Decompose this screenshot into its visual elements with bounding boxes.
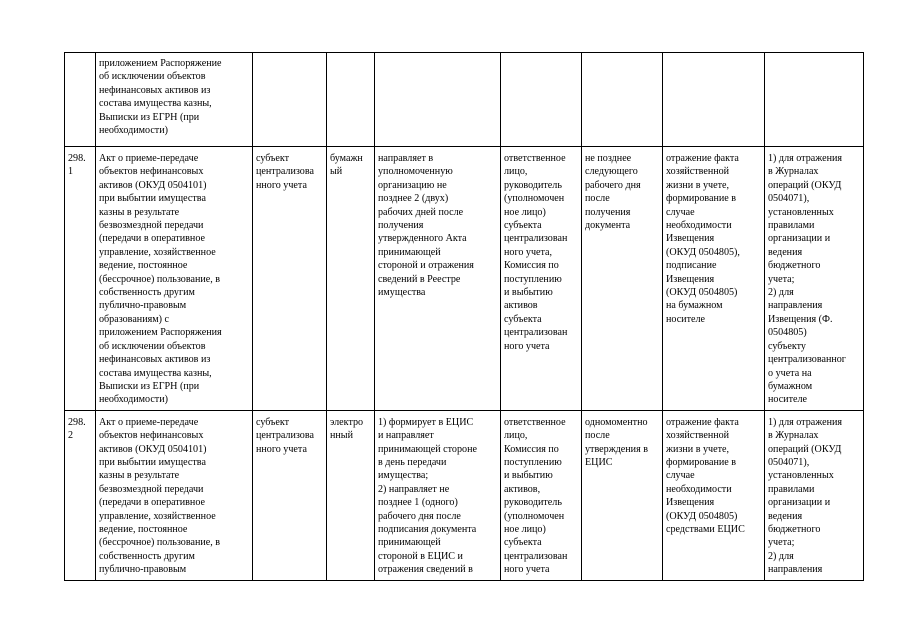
responsible-cell: ответственное лицо, руководитель (уполномочен ное лицо) субъекта централизован ного учета, Комиссия по поступлению и выбытию активов субъекта централизован ного учета <box>501 147 582 411</box>
table-row <box>65 410 864 580</box>
table-row <box>65 53 864 147</box>
term-cell: не позднее следующего рабочего дня после получения документа <box>582 147 663 411</box>
action-cell: направляет в уполномоченную организацию не позднее 2 (двух) рабочих дней после получения утвержденного Акта принимающей стороной и отражения сведений в Реестре имущества <box>375 147 501 411</box>
result-cell <box>663 53 765 147</box>
term-cell <box>582 53 663 147</box>
author-cell: субъект централизова нного учета <box>253 147 327 411</box>
document-cell: Акт о приеме-передаче объектов нефинансовых активов (ОКУД 0504101) при выбытии имущества казны в результате безвозмездной передачи (передачи в оперативное управление, хозяйственное ведение, постоянное (бессрочное) пользование, в собственность другим публично-правовым образованиям) с приложением Распоряжения об исключении объектов нефинансовых активов из состава имущества казны, Выписки из ЕГРН (при необходимости) <box>96 147 253 411</box>
result-cell: отражение факта хозяйственной жизни в учете, формирование в случае необходимости Извещения (ОКУД 0504805), подписание Извещения (ОКУД 0504805) на бумажном носителе <box>663 147 765 411</box>
responsible-cell: ответственное лицо, Комиссия по поступлению и выбытию активов, руководитель (уполномочен ное лицо) субъекта централизован ного учета <box>501 410 582 580</box>
row-number-cell: 298. 1 <box>65 147 96 411</box>
action-cell: 1) формирует в ЕЦИС и направляет принимающей стороне в день передачи имущества; 2) направляет не позднее 1 (одного) рабочего дня после подписания документа принимающей стороной в ЕЦИС и отражения сведений в <box>375 410 501 580</box>
form-cell: электро нный <box>327 410 375 580</box>
author-cell: субъект централизова нного учета <box>253 410 327 580</box>
action-cell <box>375 53 501 147</box>
use-cell: 1) для отражения в Журналах операций (ОКУД 0504071), установленных правилами организации и ведения бюджетного учета; 2) для направления <box>765 410 864 580</box>
result-cell: отражение факта хозяйственной жизни в учете, формирование в случае необходимости Извещения (ОКУД 0504805) средствами ЕЦИС <box>663 410 765 580</box>
row-number-cell: 298. 2 <box>65 410 96 580</box>
use-cell: 1) для отражения в Журналах операций (ОКУД 0504071), установленных правилами организации и ведения бюджетного учета; 2) для направления Извещения (Ф. 0504805) субъекту централизованног о учета на бумажном носителе <box>765 147 864 411</box>
term-cell: одномоментно после утверждения в ЕЦИС <box>582 410 663 580</box>
use-cell <box>765 53 864 147</box>
document-cell: приложением Распоряжение об исключении объектов нефинансовых активов из состава имущества казны, Выписки из ЕГРН (при необходимости) <box>96 53 253 147</box>
responsible-cell <box>501 53 582 147</box>
form-cell: бумажн ый <box>327 147 375 411</box>
row-number-cell <box>65 53 96 147</box>
author-cell <box>253 53 327 147</box>
form-cell <box>327 53 375 147</box>
document-table <box>64 52 864 581</box>
table-row <box>65 147 864 411</box>
document-cell: Акт о приеме-передаче объектов нефинансовых активов (ОКУД 0504101) при выбытии имущества казны в результате безвозмездной передачи (передачи в оперативное управление, хозяйственное ведение, постоянное (бессрочное) пользование, в собственность другим публично-правовым <box>96 410 253 580</box>
